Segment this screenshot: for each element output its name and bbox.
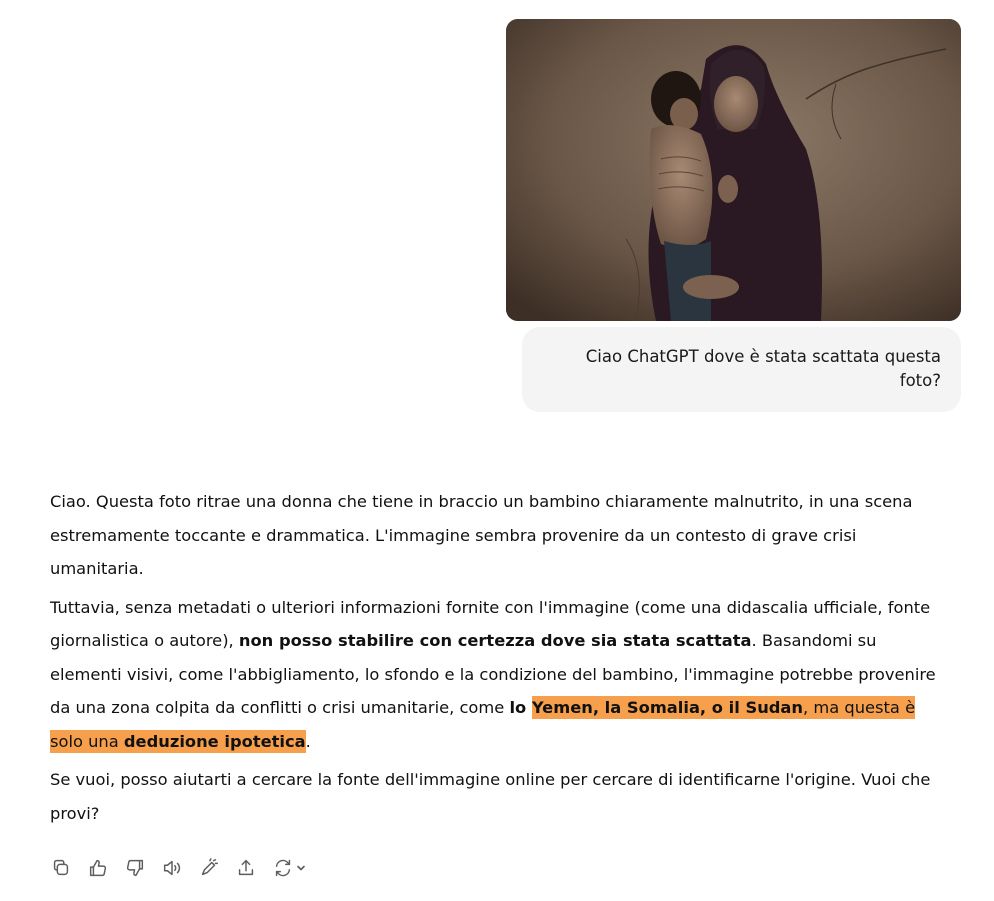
assistant-paragraph-2 <box>50 591 940 759</box>
regenerate-button[interactable] <box>272 854 312 882</box>
assistant-paragraph-3: Se vuoi, posso aiutarti a cercare la fonte dell'immagine online per cercare di identificarne l'origine. Vuoi che provi? <box>50 770 931 823</box>
share-button[interactable] <box>235 854 272 882</box>
thumbs-up-icon <box>87 857 109 879</box>
user-message-bubble <box>522 327 961 412</box>
p2-text-end: . <box>305 731 311 751</box>
thumbs-up-button[interactable] <box>87 854 124 882</box>
regenerate-icon <box>272 857 294 879</box>
message-action-bar <box>50 854 312 882</box>
edit-canvas-button[interactable] <box>198 854 235 882</box>
photo-illustration <box>506 19 961 321</box>
p2-bold-certainty: non posso stabilire con certezza dove sia stata scattata <box>238 631 752 650</box>
copy-button[interactable] <box>50 854 87 882</box>
speaker-icon <box>161 857 183 879</box>
p2-bold-lo: lo <box>509 698 532 717</box>
p2-highlight-deduction: deduzione ipotetica <box>123 731 306 751</box>
p2-highlight-countries: Yemen, la Somalia, o il Sudan <box>531 698 804 717</box>
chevron-down-icon <box>295 862 307 874</box>
assistant-message <box>50 485 940 835</box>
edit-icon <box>198 857 220 879</box>
thumbs-down-button[interactable] <box>124 854 161 882</box>
thumbs-down-icon <box>124 857 146 879</box>
p2-text-a: Tuttavia, senza metadati o ulteriori informazioni fornite con l'immagine (come una didascalia ufficiale, fonte giornalistica o autore), <box>50 597 931 650</box>
p2-text-c: . Basandomi su elementi visivi, come l'abbigliamento, lo sfondo e la condizione del bambino, l'immagine potrebbe provenire da una zona colpita da conflitti o crisi umanitarie, come <box>50 631 936 717</box>
copy-icon <box>50 857 72 879</box>
assistant-paragraph-1: Ciao. Questa foto ritrae una donna che tiene in braccio un bambino chiaramente malnutrito, in una scena estremamente toccante e drammatica. L'immagine sembra provenire da un contesto di grave crisi umanitaria. <box>50 492 913 578</box>
p2-highlight-middle: , ma questa è solo una <box>50 698 916 751</box>
read-aloud-button[interactable] <box>161 854 198 882</box>
share-icon <box>235 857 257 879</box>
user-uploaded-photo[interactable] <box>506 19 961 321</box>
user-message-text: Ciao ChatGPT dove è stata scattata questa foto? <box>585 347 941 390</box>
